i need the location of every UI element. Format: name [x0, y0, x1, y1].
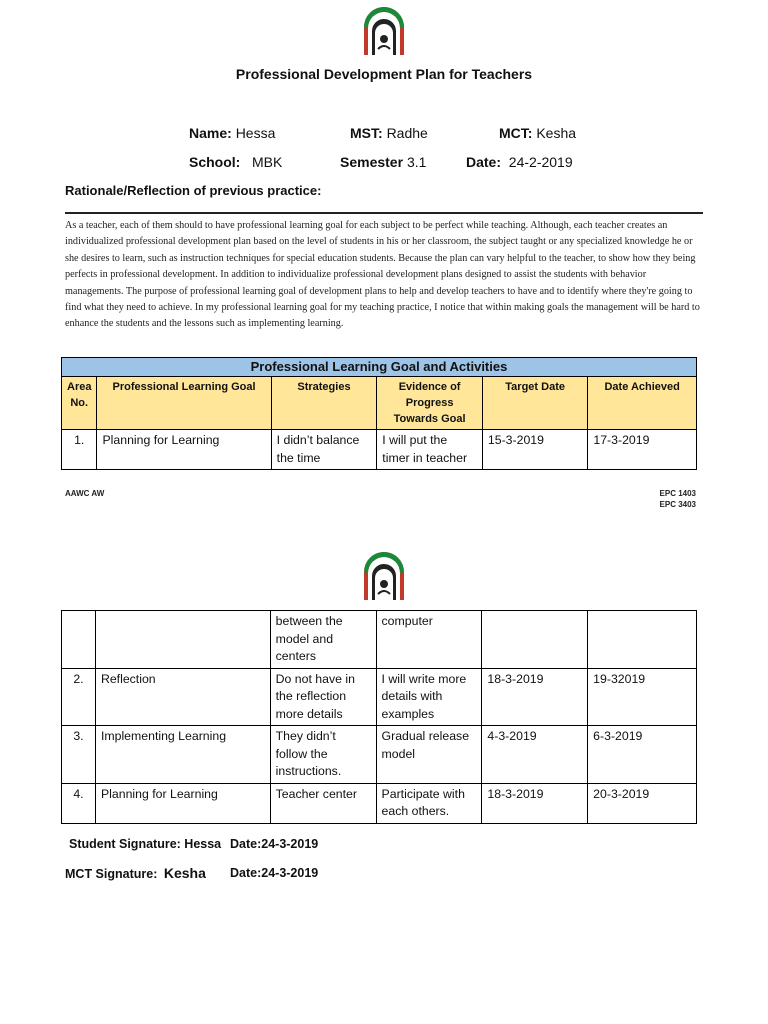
- column-header: Date Achieved: [588, 377, 697, 430]
- table-header-row: [62, 377, 697, 430]
- page-title: Professional Development Plan for Teachers: [235, 66, 533, 82]
- table-cell: Participate with each others.: [376, 783, 482, 823]
- table-cell: 1.: [62, 430, 97, 470]
- divider: [65, 212, 703, 214]
- table-cell: 4.: [62, 783, 96, 823]
- table-cell: computer: [376, 611, 482, 669]
- mst-label: MST:: [350, 125, 383, 141]
- table-cell: [588, 611, 697, 669]
- name-value: Hessa: [235, 125, 276, 141]
- table-cell: Teacher center: [270, 783, 376, 823]
- column-header: Evidence of Progress Towards Goal: [377, 377, 483, 430]
- column-header: Area No.: [62, 377, 97, 430]
- mct-signature: [65, 865, 206, 881]
- column-header: Professional Learning Goal: [97, 377, 271, 430]
- school-logo-icon: [360, 550, 408, 602]
- semester-value: 3.1: [406, 154, 427, 170]
- footer-left: AAWC AW: [65, 489, 105, 498]
- column-header: Target Date: [482, 377, 587, 430]
- table-cell: [482, 611, 588, 669]
- goals-table: [61, 357, 697, 470]
- table-cell: 6-3-2019: [588, 726, 697, 784]
- table-cell: Planning for Learning: [97, 430, 271, 470]
- date-value: 24-2-2019: [508, 154, 573, 170]
- student-signature-value: Hessa: [184, 837, 222, 851]
- mct-signature-value: Kesha: [163, 865, 206, 881]
- table-cell: Gradual release model: [376, 726, 482, 784]
- table-cell: between the model and centers: [270, 611, 376, 669]
- date-label: Date:: [466, 154, 502, 170]
- table-cell: Do not have in the reflection more details: [270, 668, 376, 726]
- school-value: MBK: [252, 154, 283, 170]
- table-row: [62, 726, 697, 784]
- table-row: [62, 668, 697, 726]
- semester-field: [340, 154, 426, 170]
- name-field: [189, 125, 275, 141]
- mct-field: [499, 125, 576, 141]
- student-signature: [69, 837, 221, 851]
- mct-signature-label: MCT Signature:: [65, 867, 158, 881]
- table-cell: 17-3-2019: [588, 430, 697, 470]
- table-cell: Planning for Learning: [95, 783, 270, 823]
- mst-value: Radhe: [386, 125, 428, 141]
- table-cell: 20-3-2019: [588, 783, 697, 823]
- table-cell: Implementing Learning: [95, 726, 270, 784]
- name-label: Name:: [189, 125, 232, 141]
- table-cell: 15-3-2019: [482, 430, 587, 470]
- table-cell: I will put the timer in teacher: [377, 430, 483, 470]
- table-cell: They didn’t follow the instructions.: [270, 726, 376, 784]
- student-signature-date: Date:24-3-2019: [230, 837, 319, 851]
- table-row: [62, 611, 697, 669]
- footer-code-2: EPC 3403: [659, 500, 696, 509]
- school-field: [189, 154, 282, 170]
- table-cell: I didn’t balance the time: [271, 430, 377, 470]
- column-header: Strategies: [271, 377, 377, 430]
- student-signature-label: Student Signature:: [69, 837, 181, 851]
- table-cell: 3.: [62, 726, 96, 784]
- table-cell: [62, 611, 96, 669]
- date-field: [466, 154, 573, 170]
- goals-table-continued: [61, 610, 697, 824]
- rationale-heading: Rationale/Reflection of previous practice:: [65, 183, 322, 198]
- table-cell: I will write more details with examples: [376, 668, 482, 726]
- table-cell: 4-3-2019: [482, 726, 588, 784]
- mct-label: MCT:: [499, 125, 533, 141]
- table-row: [62, 783, 697, 823]
- mct-signature-date: Date:24-3-2019: [230, 866, 319, 880]
- school-logo-icon: [360, 5, 408, 57]
- table-cell: 18-3-2019: [482, 783, 588, 823]
- school-label: School:: [189, 154, 241, 170]
- mst-field: [350, 125, 428, 141]
- table-row: [62, 430, 697, 470]
- table-banner: Professional Learning Goal and Activities: [62, 358, 697, 377]
- rationale-text: As a teacher, each of them should to have professional learning goal for each subject to be perfect while teaching. Although, each teacher creates an individualized professional development plan based on the level of students in his or her classroom, the subject taught or any specialized knowledge he or she desires to learn, such as instruction techniques for special education students. Because the plan can vary helpful to the teacher, to show how they being perfects in professional development. In addition to individualize professional development plans designed to assist the students with behavior managements. The purpose of professional learning goal of development plans to help and develop teachers to have and to identify where they're going to find what they need to achieve. In my professional learning goal for my teaching practice, I notice that within making goals the management will be hard to enhance the students and the lessons such as implementing learning.: [65, 220, 700, 330]
- mct-value: Kesha: [536, 125, 577, 141]
- table-cell: Reflection: [95, 668, 270, 726]
- table-cell: 2.: [62, 668, 96, 726]
- table-cell: 18-3-2019: [482, 668, 588, 726]
- table-cell: [95, 611, 270, 669]
- footer-code-1: EPC 1403: [659, 489, 696, 498]
- semester-label: Semester: [340, 154, 404, 170]
- table-cell: 19-32019: [588, 668, 697, 726]
